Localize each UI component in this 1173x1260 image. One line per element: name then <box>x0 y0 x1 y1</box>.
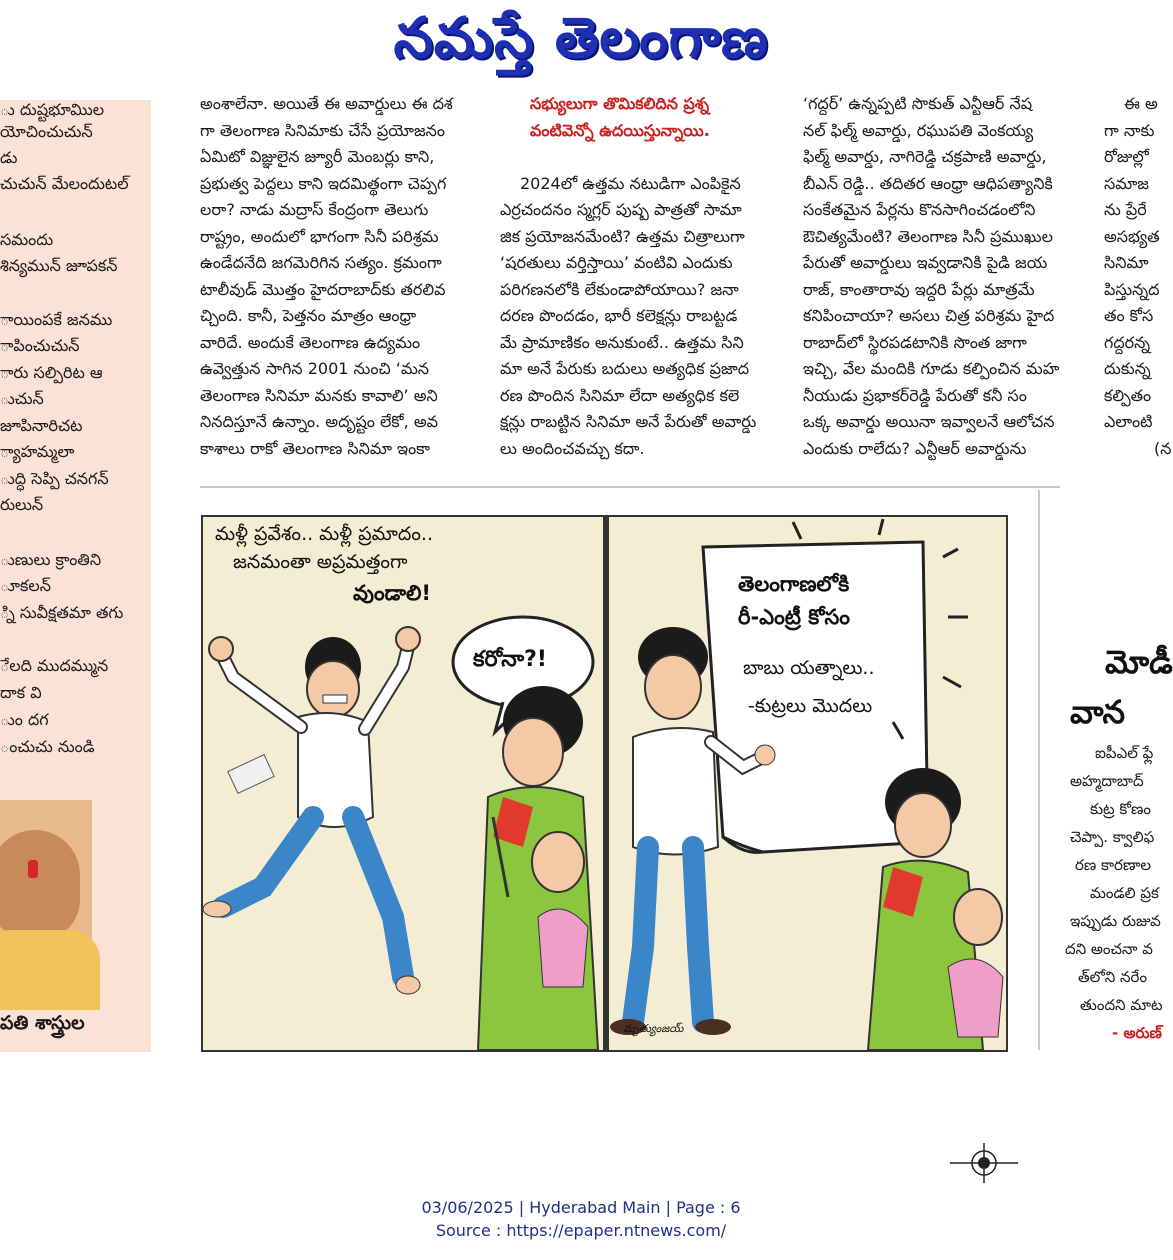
poem-line: ్యాహమ్మలా <box>0 442 75 461</box>
poem-line: ుణులు క్రాంతిని <box>0 550 102 569</box>
article-line: ఒక్క అవార్డు అయినా ఇవ్వాలనే ఆలోచన <box>803 412 1055 431</box>
newspaper-title: నమస్తే తెలంగాణ <box>393 5 769 71</box>
article-line: నీయుడు ప్రభాకర్‌రెడ్డి పేరుతో కనీ సం <box>803 386 1027 405</box>
pull-quote-line: సభ్యులుగా తొమికలిదిన ప్రశ్న <box>530 94 709 113</box>
newspaper-headline-line: -కుట్రలు మొదలు <box>748 695 873 717</box>
right-article-column <box>1040 488 1173 1052</box>
right-article-line: త్‌లోని నరేం <box>1078 968 1148 986</box>
footer-source-link[interactable]: Source : https://epaper.ntnews.com/ <box>435 1221 727 1240</box>
article-line: నినదిస్తూనే ఉన్నాం. అదృష్టం లేకో, అవ <box>200 412 439 431</box>
poem-line: దాక వి <box>0 683 42 702</box>
article-line: పేరుతో అవార్డులు ఇవ్వడానికి పైడి జయ <box>803 253 1048 272</box>
registration-mark-icon <box>950 1143 1018 1183</box>
right-headline: వాన <box>1070 693 1126 731</box>
article-line: 2024లో ఉత్తమ నటుడిగా ఎంపికైన <box>520 174 741 193</box>
poem-line: ుద్ధి సెప్పి చనగన్ <box>0 469 109 488</box>
poem-line: సమందు <box>0 230 54 249</box>
article-line: సంకేతమైన పేర్లను కొనసాగించడంలోని <box>803 200 1036 219</box>
newspaper-headline-line: తెలంగాణలోకి <box>738 572 850 596</box>
article-line: గా నాకు <box>1104 121 1155 140</box>
section-divider <box>200 486 1060 488</box>
article-column-1 <box>200 94 480 470</box>
woman-figure-right <box>868 768 1003 1050</box>
article-line: లు అందించవచ్చు కదా. <box>500 439 645 458</box>
cartoon-caption-line: వుండాలి! <box>353 581 431 605</box>
cartoon-drawing <box>203 517 1006 1050</box>
poem-line: రులున్ <box>0 495 44 514</box>
article-line: రణ పొందిన సినిమా లేదా అత్యధిక కలె <box>500 386 740 405</box>
article-line: జిక ప్రయోజనమేంటి? ఉత్తమ చిత్రాలుగా <box>500 227 745 246</box>
article-column-3 <box>803 94 1081 470</box>
article-line: ఉండేదనేది జగమెరిగిన సత్యం. క్రమంగా <box>200 253 442 272</box>
right-article-line: తుందని మాట <box>1080 996 1163 1014</box>
right-headline: మోడీ <box>1105 643 1173 681</box>
poem-line: ేలది ముదమ్మున <box>0 656 109 675</box>
article-line: గా తెలంగాణ సినిమాకు చేసే ప్రయోజనం <box>200 121 445 140</box>
woman-figure-left <box>478 686 598 1050</box>
author-byline: పతి శాస్త్రుల <box>0 1012 85 1034</box>
article-line: తం కోస <box>1104 306 1154 325</box>
poem-line: ్ని సువీక్షతమా తగు <box>0 603 124 622</box>
article-line: తెలంగాణ సినిమా మనకు కావాలి’ అని <box>200 386 438 405</box>
poem-line: ాయింపకే జనము <box>0 310 113 329</box>
editorial-cartoon <box>201 515 1008 1052</box>
article-line: పిస్తున్నద <box>1104 280 1160 299</box>
article-line: ఎలాంటి <box>1104 412 1153 431</box>
right-article-line: దని అంచనా వ <box>1065 940 1153 958</box>
right-article-line: మండలి ప్రక <box>1090 884 1159 902</box>
article-line: మే ప్రామాణికం అనుకుంటే.. ఉత్తమ సిని <box>500 333 744 352</box>
running-man-figure <box>203 627 420 994</box>
article-line: రాబాద్‌లో స్థిరపడటానికి సొంత జాగా <box>803 333 1027 352</box>
article-line: గద్దరన్న <box>1104 333 1151 352</box>
article-line: రాష్ట్రం, అందులో భాగంగా సినీ పరిశ్రమ <box>200 227 439 246</box>
article-column-2 <box>500 94 780 470</box>
cartoon-caption-line: మళ్లీ ప్రవేశం.. మళ్లీ ప్రమాదం.. <box>215 523 433 545</box>
article-line: ఈ అ <box>1124 94 1158 113</box>
poem-line: శిన్యమున్ జూపకన్ <box>0 256 118 275</box>
cartoonist-signature: మృత్యుంజయ్ <box>623 1022 684 1035</box>
article-line: ఔచిత్యమేంటి? తెలంగాణ సినీ ప్రముఖుల <box>803 227 1053 246</box>
speech-bubble-text: కరోనా?! <box>473 647 547 672</box>
poem-line: చుచున్ మేలందుటల్ <box>0 174 129 193</box>
article-line: ఇచ్చి, వేల మందికి గూడు కల్పించిన మహ <box>803 359 1060 378</box>
article-line: సినిమా <box>1104 253 1149 272</box>
article-line: నల్ ఫిల్మ్ అవార్డు, రఘుపతి వెంకయ్య <box>803 121 1034 140</box>
article-line: చ్చింది. కానీ, పెత్తనం మాత్రం ఆంధ్రా <box>200 306 417 325</box>
article-line: ఫిల్మ్ అవార్డు, నాగిరెడ్డి చక్రపాణి అవార్డు, <box>803 147 1047 166</box>
right-article-line: కుట్ర కోణం <box>1090 800 1151 818</box>
article-line: మా అనే పేరుకు బదులు అత్యధిక ప్రజాద <box>500 359 750 378</box>
poem-line: జూపినారిచట <box>0 416 83 435</box>
article-line: ‘షరతులు వర్తిస్తాయి’ వంటివి ఎందుకు <box>500 253 733 272</box>
masthead <box>0 0 1162 80</box>
article-line: ఎందుకు రాలేదు? ఎన్టీఆర్ అవార్డును <box>803 439 1027 458</box>
article-line: కనిపించాయా? అసలు చిత్ర పరిశ్రమ హైద <box>803 306 1055 325</box>
right-article-line: ఐపీఎల్ ఫ్లే <box>1095 744 1154 762</box>
article-line: ఏమిటో విజ్ఞులైన జ్యూరీ మెంబర్లు కాని, <box>200 147 435 166</box>
article-line: టాలీవుడ్ మొత్తం హైదరాబాద్‌కు తరలివ <box>200 280 446 299</box>
article-line: ‘గద్దర్’ ఉన్నప్పటి సొకుత్ ఎన్టీఆర్ నేష <box>803 94 1033 113</box>
poem-line: యోచించుచున్ <box>0 122 93 141</box>
poem-line: డు <box>0 148 18 167</box>
poem-line: ు దుష్టభూమిుల <box>0 100 105 119</box>
cartoon-caption-line: జనమంతా అప్రమత్తంగా <box>233 551 408 573</box>
article-line: ప్రభుత్వ పెద్దలు కాని ఇదమిత్థంగా చెప్పగ <box>200 174 447 193</box>
newspaper-headline-line: రీ-ఎంట్రీ కోసం <box>738 605 850 629</box>
article-line: రాజ్, కాంతారావు ఇద్దరి పేర్లు మాత్రమే <box>803 280 1035 299</box>
article-column-4 <box>1104 94 1172 470</box>
poem-line: ుచున్ <box>0 389 44 408</box>
article-line: రోజుల్లో <box>1104 147 1149 166</box>
article-line: క్షన్లు రాబట్టిన సినిమా అనే పేరుతో అవార్డు <box>500 412 757 431</box>
poem-line: ూకలన్ <box>0 576 51 595</box>
article-line: ను ప్రేరే <box>1104 200 1147 219</box>
article-line: వారిదే. అందుకే తెలంగాణ ఉద్యమం <box>200 333 421 352</box>
article-line: కల్పితం <box>1104 386 1152 405</box>
poem-line: ాపించుచున్ <box>0 336 80 355</box>
right-article-line: చెప్పా. క్వాలిఫ <box>1070 828 1155 846</box>
article-line: ఉవ్వెత్తున సాగిన 2001 నుంచి ‘మన <box>200 359 430 378</box>
footer-date-edition: 03/06/2025 | Hyderabad Main | Page : 6 <box>421 1198 741 1217</box>
article-line: సమాజ <box>1104 174 1149 193</box>
article-line: కాశాలు రాకో తెలంగాణ సినిమా ఇంకా <box>200 439 431 458</box>
article-line: బీఎన్ రెడ్డి.. తదితర ఆంధ్రా ఆధిపత్యానికి <box>803 174 1053 193</box>
article-line: (న <box>1154 439 1172 458</box>
pull-quote-line: వంటివెన్నో ఉదయిస్తున్నాయి. <box>530 121 710 140</box>
right-article-credit: - అరుణ్ <box>1112 1024 1162 1042</box>
article-line: అసభ్యత <box>1104 227 1160 246</box>
right-article-line: అహ్మదాబాద్ <box>1070 772 1144 790</box>
newspaper-headline-line: బాబు యత్నాలు.. <box>743 657 875 679</box>
right-article-line: ఇప్పుడు రుజువ <box>1070 912 1161 930</box>
article-line: దరణ పొందడం, భారీ కలెక్షన్లు రాబట్టడ <box>500 306 738 325</box>
poem-line: ంచుచు నుండి <box>0 737 95 756</box>
article-line: ఎర్రచందనం స్మగ్లర్ పుష్ప పాత్రతో సామా <box>500 200 742 219</box>
author-portrait <box>0 800 92 1000</box>
article-line: దుకున్న <box>1104 359 1151 378</box>
article-line: లరా? నాడు మద్రాస్ కేంద్రంగా తెలుగు <box>200 200 429 219</box>
poem-line: ుం దగ <box>0 710 49 729</box>
right-article-line: రణ కారణాల <box>1075 856 1152 874</box>
article-line: అంశాలేనా. అయితే ఈ అవార్డులు ఈ దశ <box>200 94 453 113</box>
article-line: పరిగణనలోకి లేకుండాపోయాయి? జనా <box>500 280 739 299</box>
poem-line: ారు సల్పిరిట ఆ <box>0 363 103 382</box>
